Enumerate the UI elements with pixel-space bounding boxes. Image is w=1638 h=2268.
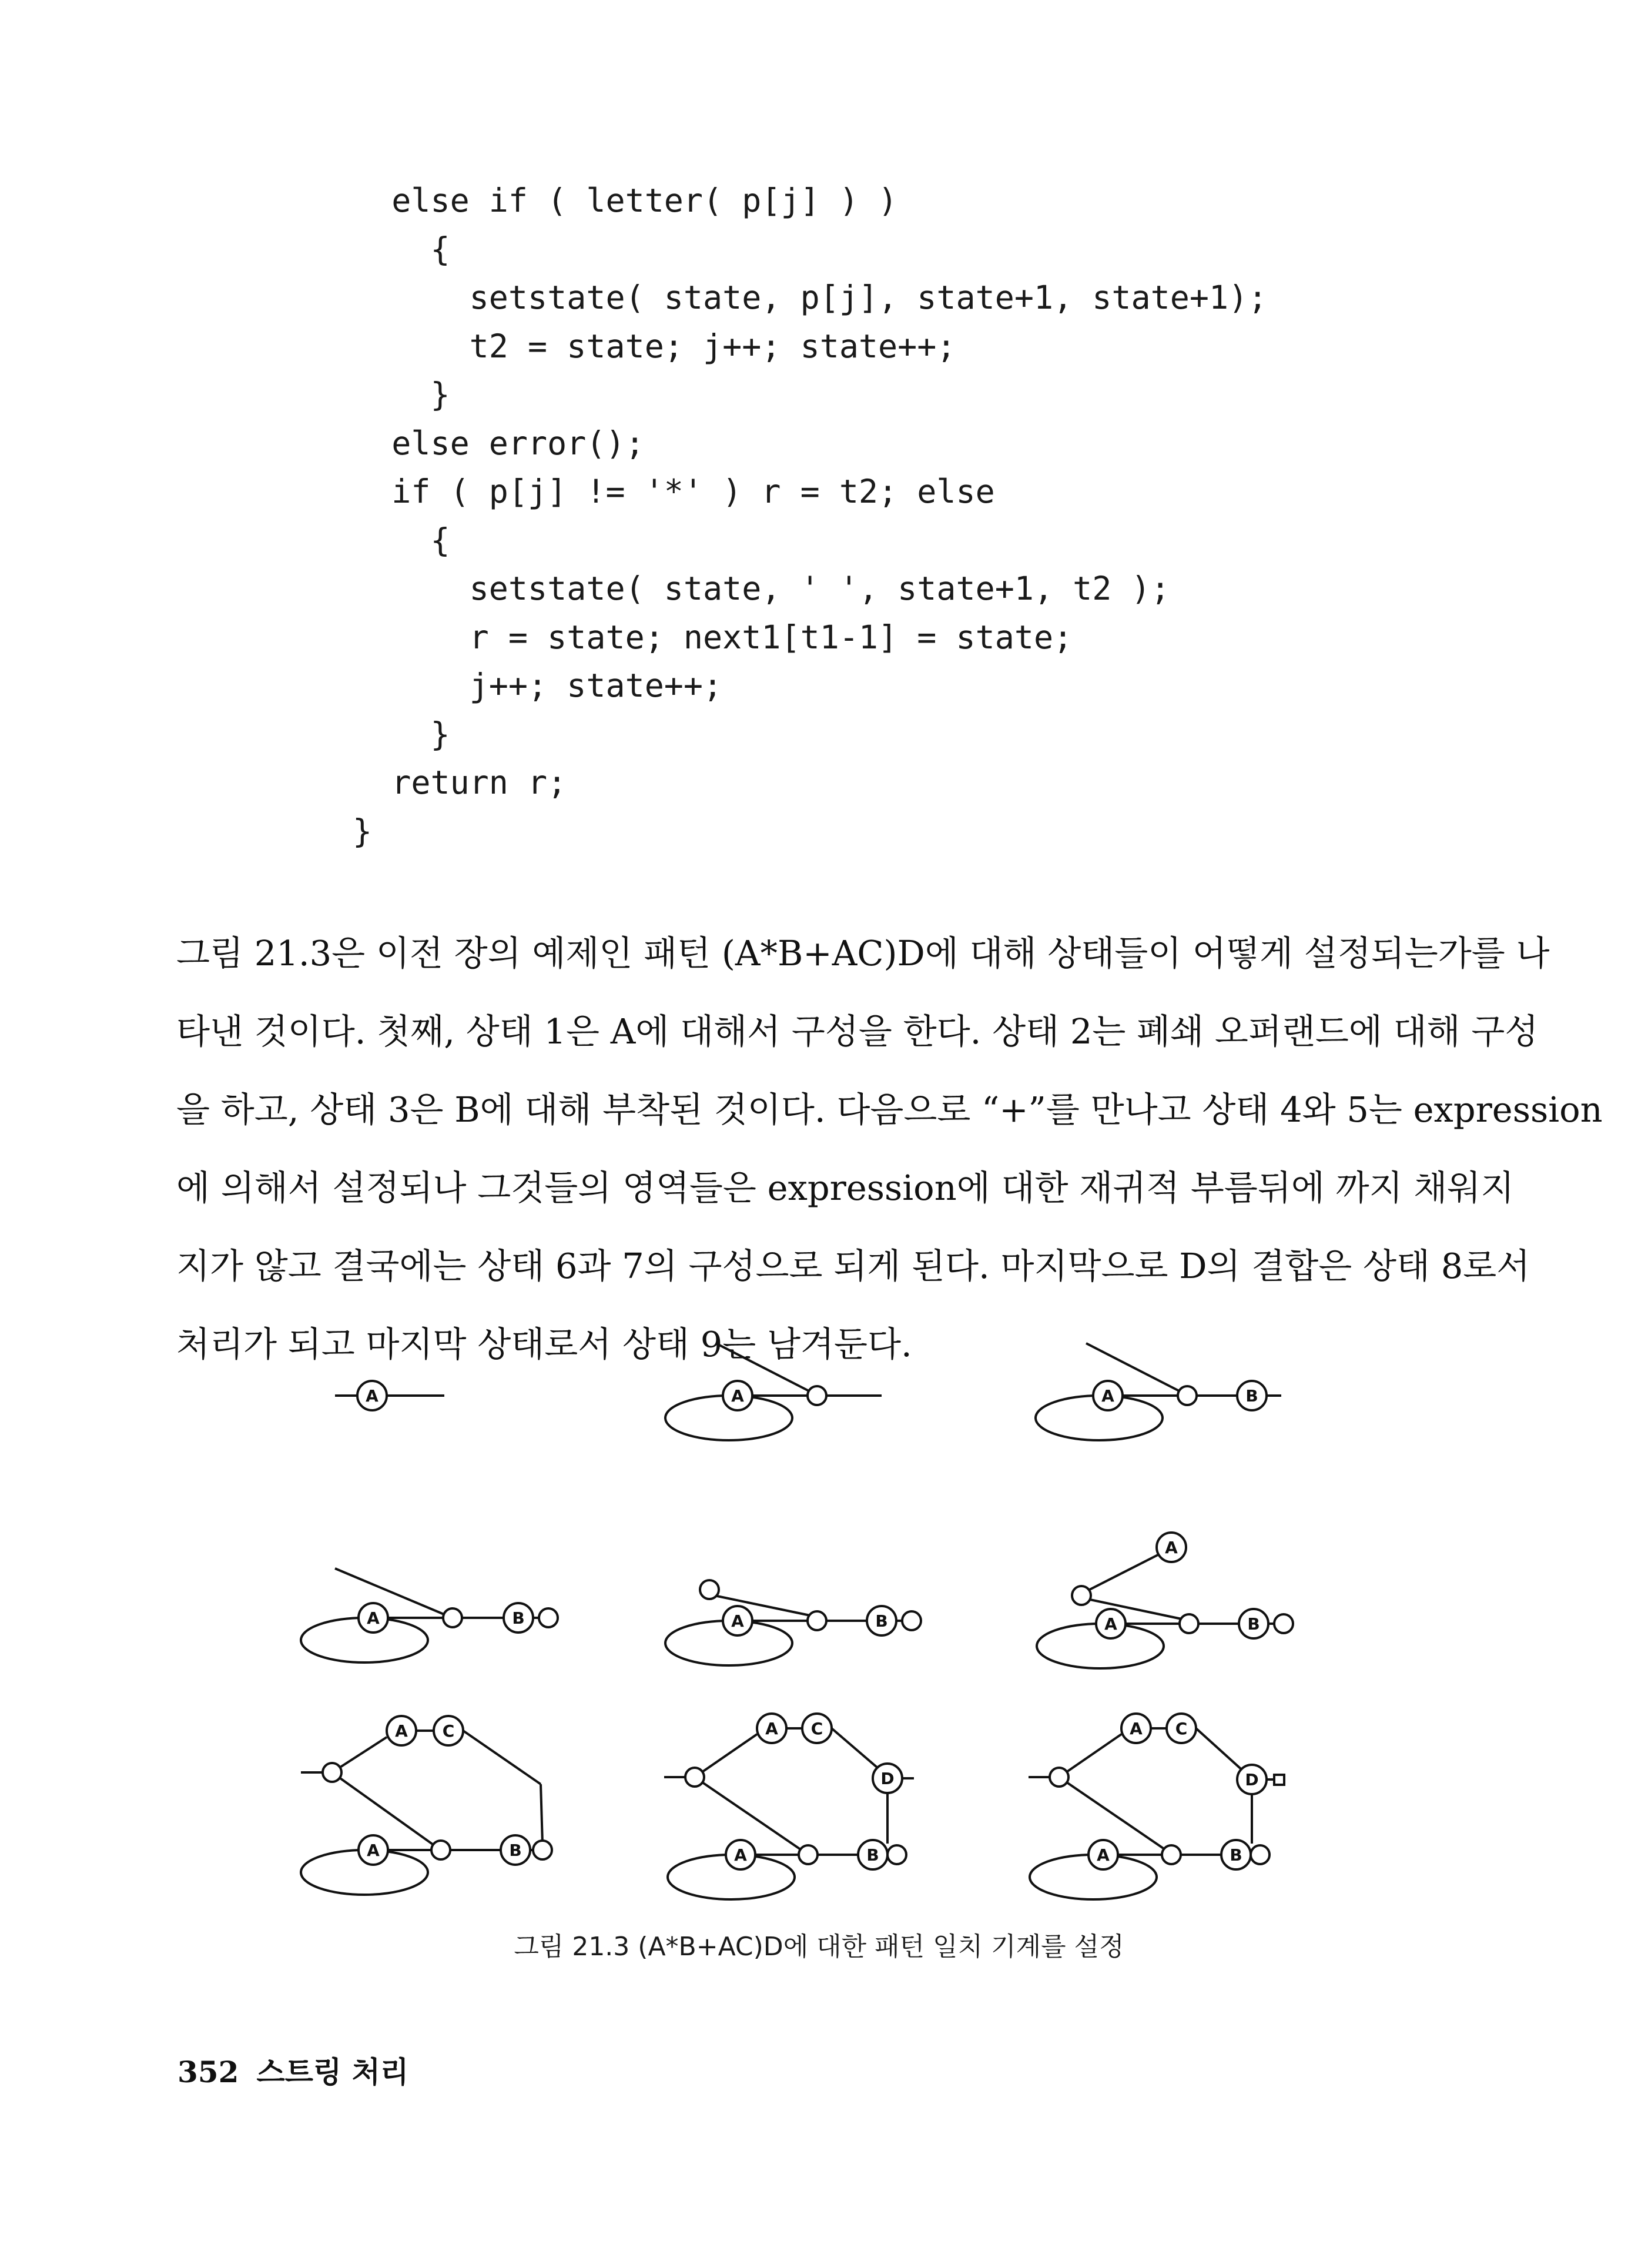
node-label-a: A: [1101, 1386, 1114, 1406]
state-node-empty: [799, 1845, 818, 1864]
code-line: else error();: [353, 424, 645, 462]
code-line: if ( p[j] != '*' ) r = t2; else: [353, 473, 995, 510]
node-label-a: A: [366, 1386, 378, 1406]
state-diagram-figure: [259, 1311, 1387, 1922]
state-node-empty: [443, 1608, 462, 1627]
state-node-empty: [1251, 1845, 1269, 1864]
panel-2: [665, 1343, 882, 1440]
code-line: t2 = state; j++; state++;: [353, 327, 956, 365]
node-label-a: A: [1165, 1538, 1178, 1557]
state-node-empty: [808, 1611, 826, 1630]
paragraph-line: 처리가 되고 마지막 상태로서 상태 9는 남겨둔다.: [176, 1324, 912, 1364]
page-footer: [177, 2049, 408, 2091]
node-label-c: C: [442, 1721, 455, 1741]
panel-7: [301, 1716, 552, 1895]
node-label-c: C: [1175, 1719, 1188, 1738]
code-line: {: [353, 521, 450, 559]
state-node-empty: [1050, 1768, 1068, 1787]
panel-8: [664, 1714, 914, 1899]
node-label-d: D: [880, 1769, 895, 1788]
node-label-b: B: [1230, 1845, 1242, 1865]
state-node-empty: [539, 1608, 558, 1627]
code-line: setstate( state, p[j], state+1, state+1);: [353, 279, 1268, 316]
panel-4: [301, 1568, 558, 1662]
node-label-b: B: [866, 1845, 879, 1865]
panel-1: [335, 1381, 444, 1410]
node-label-a: A: [367, 1608, 380, 1628]
node-label-b: B: [875, 1611, 888, 1631]
state-node-empty: [533, 1841, 552, 1859]
node-label-a: A: [734, 1845, 747, 1865]
state-node-empty: [1178, 1386, 1197, 1405]
state-node-empty: [1180, 1614, 1198, 1633]
node-label-d: D: [1245, 1770, 1259, 1789]
code-line: setstate( state, ' ', state+1, t2 );: [353, 570, 1170, 607]
paragraph-line: 을 하고, 상태 3은 B에 대해 부착된 것이다. 다음으로 “+”를 만나고 상태 4와 5는 expression: [176, 1089, 1603, 1130]
node-label-a: A: [367, 1841, 380, 1860]
node-label-a: A: [1097, 1845, 1110, 1865]
section-title: 스트링 처리: [256, 2055, 409, 2089]
node-label-b: B: [512, 1608, 525, 1628]
final-state-square: [1274, 1775, 1284, 1785]
state-node-empty: [1072, 1586, 1091, 1605]
paragraph-line: 그림 21.3은 이전 장의 예제인 패턴 (A*B+AC)D에 대해 상태들이 어떻게 설정되는가를 나: [176, 933, 1550, 974]
node-label-a: A: [731, 1386, 744, 1406]
state-node-empty: [431, 1841, 450, 1859]
paragraph-line: 타낸 것이다. 첫째, 상태 1은 A에 대해서 구성을 한다. 상태 2는 폐쇄 오퍼랜드에 대해 구성: [176, 1011, 1539, 1052]
node-label-a: A: [1104, 1614, 1117, 1634]
panel-3: [1036, 1343, 1281, 1440]
node-label-b: B: [1247, 1614, 1260, 1634]
code-line: j++; state++;: [353, 667, 723, 704]
code-line: r = state; next1[t1-1] = state;: [353, 618, 1073, 656]
state-node-empty: [1162, 1845, 1181, 1864]
state-node-empty: [685, 1768, 704, 1787]
state-node-empty: [323, 1763, 341, 1782]
code-line: {: [353, 230, 450, 268]
paragraph-line: 에 의해서 설정되나 그것들의 영역들은 expression에 대한 재귀적 부름뒤에 까지 채워지: [176, 1168, 1515, 1208]
node-label-c: C: [810, 1719, 823, 1738]
node-label-a: A: [765, 1719, 778, 1738]
panel-9: [1029, 1714, 1284, 1899]
code-line: }: [353, 715, 450, 753]
code-block: [353, 176, 1267, 855]
code-line: else if ( letter( p[j] ) ): [353, 182, 898, 219]
state-node-empty: [902, 1611, 921, 1630]
node-label-b: B: [509, 1841, 522, 1860]
code-line: return r;: [353, 764, 567, 801]
state-node-empty: [887, 1845, 906, 1864]
paragraph-line: 지가 않고 결국에는 상태 6과 7의 구성으로 되게 된다. 마지막으로 D의 결합은 상태 8로서: [176, 1246, 1530, 1286]
state-node-empty: [1274, 1614, 1293, 1633]
state-node-empty: [808, 1386, 826, 1405]
panel-6: [1037, 1533, 1293, 1668]
code-line: }: [353, 376, 450, 413]
node-label-b: B: [1245, 1386, 1258, 1406]
state-node-empty: [700, 1580, 719, 1599]
node-label-a: A: [731, 1611, 744, 1631]
panel-5: [665, 1580, 921, 1665]
figure-caption: 그림 21.3 (A*B+AC)D에 대한 패턴 일치 기계를 설정: [514, 1932, 1124, 1962]
node-label-a: A: [1130, 1719, 1143, 1738]
code-line: }: [353, 812, 373, 850]
page-number: 352: [177, 2055, 239, 2089]
node-label-a: A: [395, 1721, 408, 1741]
state-diagram-svg: [259, 1311, 1387, 1922]
